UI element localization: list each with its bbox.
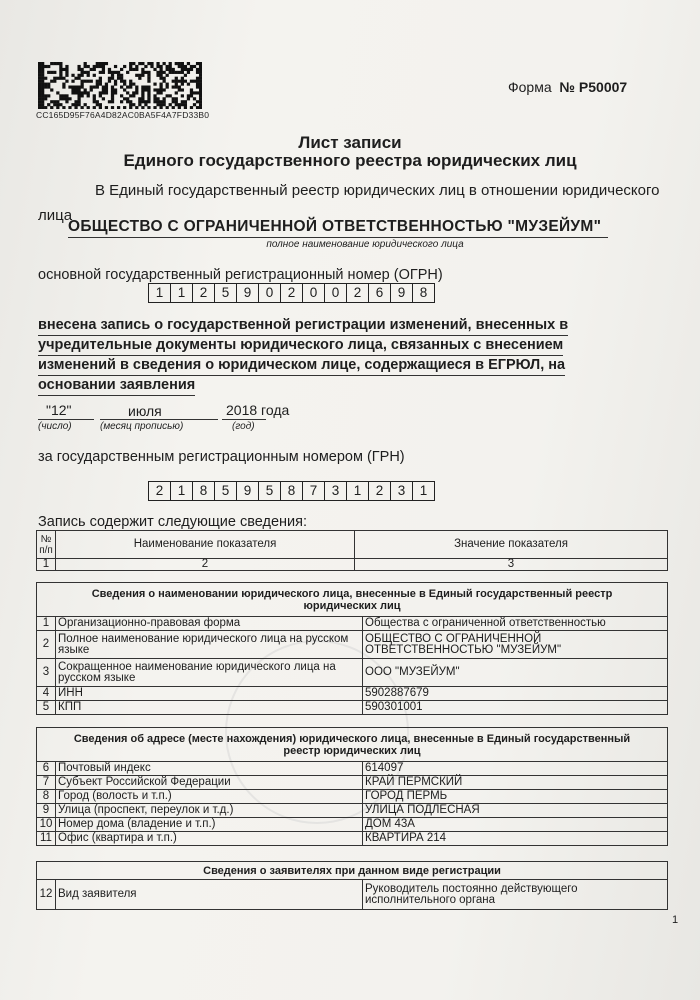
ogrn-cells (148, 283, 435, 303)
table-row: 9 Улица (проспект, переулок и т.д.) УЛИЦА ПОДЛЕСНАЯ (37, 804, 668, 818)
table-row: 2 Полное наименование юридического лица на русском языке ОБЩЕСТВО С ОГРАНИЧЕННОЙ ОТВЕТСТВЕННОСТЬЮ "МУЗЕЙУМ" (37, 631, 668, 659)
entry-line: изменений в сведения о юридическом лице, содержащиеся в ЕГРЮЛ, на (38, 356, 565, 376)
table-row: 10 Номер дома (владение и т.п.) ДОМ 43А (37, 818, 668, 832)
grn-digit: 2 (368, 482, 390, 500)
header-n2: 2 (56, 559, 355, 571)
header-col-name: Наименование показателя (56, 531, 355, 559)
table-row: 11 Офис (квартира и т.п.) КВАРТИРА 214 (37, 832, 668, 846)
header-col-num: № п/п (37, 531, 56, 559)
ogrn-digit: 0 (258, 284, 280, 302)
grn-cells (148, 481, 435, 501)
ogrn-digit: 1 (170, 284, 192, 302)
table-row: 6 Почтовый индекс 614097 (37, 762, 668, 776)
ogrn-digit: 2 (280, 284, 302, 302)
header-table (36, 530, 668, 571)
doc-title: Лист записи (298, 133, 402, 152)
grn-digit: 5 (214, 482, 236, 500)
date-month-hint: (месяц прописью) (100, 421, 184, 432)
date-year: 2018 года (226, 402, 290, 418)
ogrn-digit: 0 (302, 284, 324, 302)
date-year-line (222, 419, 266, 420)
ogrn-label: основной государственный регистрационный номер (ОГРН) (38, 267, 443, 283)
grn-digit: 5 (258, 482, 280, 500)
table-row: 1 Организационно-правовая форма Общества с ограниченной ответственностью (37, 617, 668, 631)
page-number: 1 (672, 914, 679, 926)
date-month: июля (128, 403, 162, 419)
section-name-table (36, 582, 668, 715)
grn-digit: 3 (390, 482, 412, 500)
contains-label: Запись содержит следующие сведения: (38, 514, 308, 530)
ogrn-digit: 9 (236, 284, 258, 302)
grn-digit: 1 (346, 482, 368, 500)
table-row: 7 Субъект Российской Федерации КРАЙ ПЕРМСКИЙ (37, 776, 668, 790)
date-day: "12" (46, 402, 72, 418)
section-name-title: Сведения о наименовании юридического лица, внесенные в Единый государственный реестр юридических лиц (37, 583, 668, 617)
grn-digit: 2 (155, 483, 164, 498)
date-day-line (38, 419, 94, 420)
grn-digit: 8 (192, 482, 214, 500)
entry-text (38, 316, 628, 396)
table-row: 4 ИНН 5902887679 (37, 687, 668, 701)
grn-digit: 1 (412, 482, 434, 500)
entry-line: внесена запись о государственной регистрации изменений, внесенных в (38, 316, 568, 336)
datamatrix-barcode (38, 62, 202, 109)
grn-label: за государственным регистрационным номером (ГРН) (38, 449, 405, 465)
section-applicant-title: Сведения о заявителях при данном виде регистрации (37, 862, 668, 880)
barcode-code: CC165D95F76A4D82AC0BA5F4A7FD33B0 (36, 110, 210, 120)
grn-digit: 7 (302, 482, 324, 500)
header-n3: 3 (355, 559, 668, 571)
ogrn-digit: 9 (390, 284, 412, 302)
table-row: 3 Сокращенное наименование юридического лица на русском языке ООО "МУЗЕЙУМ" (37, 659, 668, 687)
ogrn-digit: 2 (346, 284, 368, 302)
table-row: 12 Вид заявителя Руководитель постоянно действующего исполнительного органа (37, 880, 668, 910)
header-n1: 1 (37, 559, 56, 571)
section-address-table (36, 727, 668, 846)
intro-text: В Единый государственный реестр юридических лиц в отношении юридического (95, 182, 660, 199)
grn-digit: 8 (280, 482, 302, 500)
org-name-hint: полное наименование юридического лица (266, 239, 464, 250)
date-day-hint: (число) (38, 421, 72, 432)
ogrn-digit: 6 (368, 284, 390, 302)
entry-line: учредительные документы юридического лица, связанных с внесением (38, 336, 563, 356)
ogrn-digit: 8 (412, 284, 434, 302)
ogrn-digit: 1 (155, 285, 164, 300)
grn-digit: 3 (324, 482, 346, 500)
header-col-value: Значение показателя (355, 531, 668, 559)
org-name-underline (68, 237, 608, 238)
date-year-hint: (год) (232, 421, 255, 432)
doc-subtitle: Единого государственного реестра юридических лиц (123, 151, 577, 170)
intro-text-2: лица (38, 207, 73, 224)
ogrn-digit: 0 (324, 284, 346, 302)
ogrn-digit: 5 (214, 284, 236, 302)
grn-digit: 1 (170, 482, 192, 500)
grn-digit: 9 (236, 482, 258, 500)
date-month-line (100, 419, 218, 420)
entry-line: основании заявления (38, 376, 195, 396)
table-row: 8 Город (волость и т.п.) ГОРОД ПЕРМЬ (37, 790, 668, 804)
section-applicant-table (36, 861, 668, 910)
ogrn-digit: 2 (192, 284, 214, 302)
table-row: 5 КПП 590301001 (37, 701, 668, 715)
org-full-name: ОБЩЕСТВО С ОГРАНИЧЕННОЙ ОТВЕТСТВЕННОСТЬЮ "МУЗЕЙУМ" (68, 218, 602, 235)
form-number: Форма № Р50007 (508, 79, 628, 95)
section-address-title: Сведения об адресе (месте нахождения) юридического лица, внесенные в Единый государственный реестр юридических лиц (37, 728, 668, 762)
